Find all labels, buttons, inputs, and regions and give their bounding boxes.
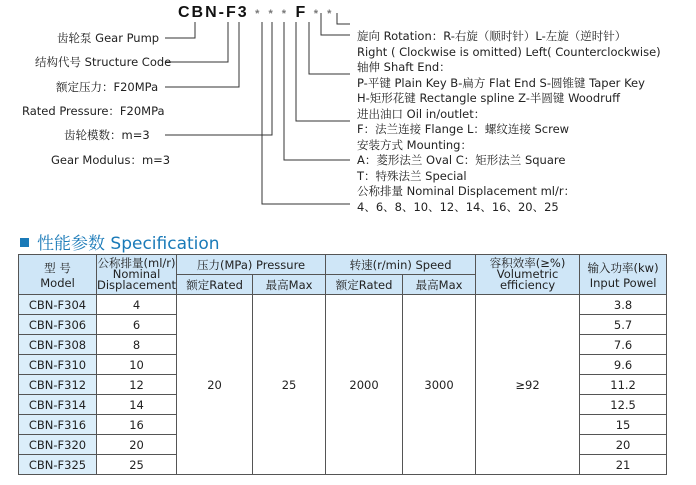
code-placeholder-2: * * [313, 8, 335, 20]
label-structure-code: 结构代号 Structure Code [35, 55, 172, 69]
row-model: CBN-F320 [19, 435, 97, 455]
header-model-cn: 型 号 [44, 260, 71, 275]
row-displacement: 10 [97, 355, 177, 375]
row-displacement: 6 [97, 315, 177, 335]
row-power: 15 [580, 415, 667, 435]
row-displacement: 14 [97, 395, 177, 415]
row-model: CBN-F314 [19, 395, 97, 415]
row-model: CBN-F304 [19, 295, 97, 315]
row-model: CBN-F325 [19, 455, 97, 475]
row-power: 20 [580, 435, 667, 455]
row-power: 5.7 [580, 315, 667, 335]
label-rated-pressure-en: Rated Pressure：F20MPa [22, 104, 165, 118]
row-displacement: 4 [97, 295, 177, 315]
header-eff-en2: efficiency [499, 278, 556, 292]
label-rated-pressure-cn: 额定压力：F20MPa [56, 80, 159, 94]
rotation-en-line: Right ( Clockwise is omitted) Left( Counterclockwise) [357, 44, 661, 59]
header-pressure-rated: 额定Rated [177, 275, 253, 295]
mounting-heading: 安装方式 Mounting： [357, 137, 472, 152]
header-power-cn: 输入功率(kw) [587, 260, 659, 275]
header-power-en: Input Powel [589, 275, 657, 290]
rotation-line: 旋向 Rotation：R-右旋（顺时针）L-左旋（逆时针） [357, 29, 627, 43]
cell-efficiency: ≥92 [476, 295, 580, 475]
spec-title [20, 229, 220, 254]
mounting-options-2: T：特殊法兰 Special [357, 168, 467, 183]
header-eff-cn: 容积效率(≥%) [489, 256, 566, 270]
row-model: CBN-F312 [19, 375, 97, 395]
header-pressure-max: 最高Max [253, 275, 326, 295]
row-displacement: 12 [97, 375, 177, 395]
oil-port-heading: 进出油口 Oil in/outlet： [357, 106, 486, 121]
row-displacement: 8 [97, 335, 177, 355]
cell-speed-max: 3000 [403, 295, 476, 475]
header-disp-en2: Displacement [97, 278, 177, 292]
right-descriptions [357, 29, 661, 215]
spec-table [18, 254, 667, 475]
header-model-en: Model [40, 275, 75, 290]
cell-pressure-max: 25 [253, 295, 326, 475]
code-structure: -F3 [218, 4, 249, 21]
header-speed: 转速(r/min) Speed [326, 255, 476, 275]
row-displacement: 16 [97, 415, 177, 435]
square-bullet-icon [20, 238, 29, 247]
row-displacement: 25 [97, 455, 177, 475]
shaft-end-heading: 轴伸 Shaft End： [357, 60, 451, 74]
header-efficiency [476, 255, 580, 295]
code-series: CBN [178, 4, 219, 21]
header-model [19, 255, 97, 295]
displacement-values: 4、6、8、10、12、14、16、20、25 [357, 199, 559, 214]
displacement-heading: 公称排量 Nominal Displacement ml/r： [357, 184, 576, 198]
label-gear-modulus-en: Gear Modulus：m=3 [51, 153, 171, 167]
row-model: CBN-F310 [19, 355, 97, 375]
header-eff-en1: Volumetric [496, 267, 559, 281]
row-power: 9.6 [580, 355, 667, 375]
row-power: 21 [580, 455, 667, 475]
header-power [580, 255, 667, 295]
cell-pressure-rated: 20 [177, 295, 253, 475]
code-placeholder-1: * * * [255, 8, 290, 20]
row-displacement: 20 [97, 435, 177, 455]
row-model: CBN-F308 [19, 335, 97, 355]
header-speed-max: 最高Max [403, 275, 476, 295]
header-disp-cn: 公称排量(ml/r) [97, 256, 176, 270]
row-power: 12.5 [580, 395, 667, 415]
shaft-end-options-1: P-平键 Plain Key B-扁方 Flat End S-圆锥键 Taper Key [357, 75, 645, 90]
label-gear-modulus-cn: 齿轮模数：m=3 [64, 128, 150, 142]
cell-speed-rated: 2000 [326, 295, 403, 475]
row-power: 7.6 [580, 335, 667, 355]
code-oil-port: F [295, 4, 308, 21]
header-pressure: 压力(MPa) Pressure [177, 255, 326, 275]
row-model: CBN-F306 [19, 315, 97, 335]
label-gear-pump: 齿轮泵 Gear Pump [57, 31, 160, 45]
row-model: CBN-F316 [19, 415, 97, 435]
oil-port-options: F：法兰连接 Flange L：螺纹连接 Screw [357, 122, 570, 136]
mounting-options-1: A：菱形法兰 Oval C：矩形法兰 Square [357, 153, 566, 167]
header-disp-en1: Nominal [112, 267, 161, 281]
row-power: 11.2 [580, 375, 667, 395]
spec-title-text: 性能参数 Specification [37, 234, 220, 254]
header-speed-rated: 额定Rated [326, 275, 403, 295]
row-power: 3.8 [580, 295, 667, 315]
header-displacement [97, 255, 177, 295]
shaft-end-options-2: H-矩形花键 Rectangle spline Z-半圆键 Woodruff [357, 91, 621, 105]
